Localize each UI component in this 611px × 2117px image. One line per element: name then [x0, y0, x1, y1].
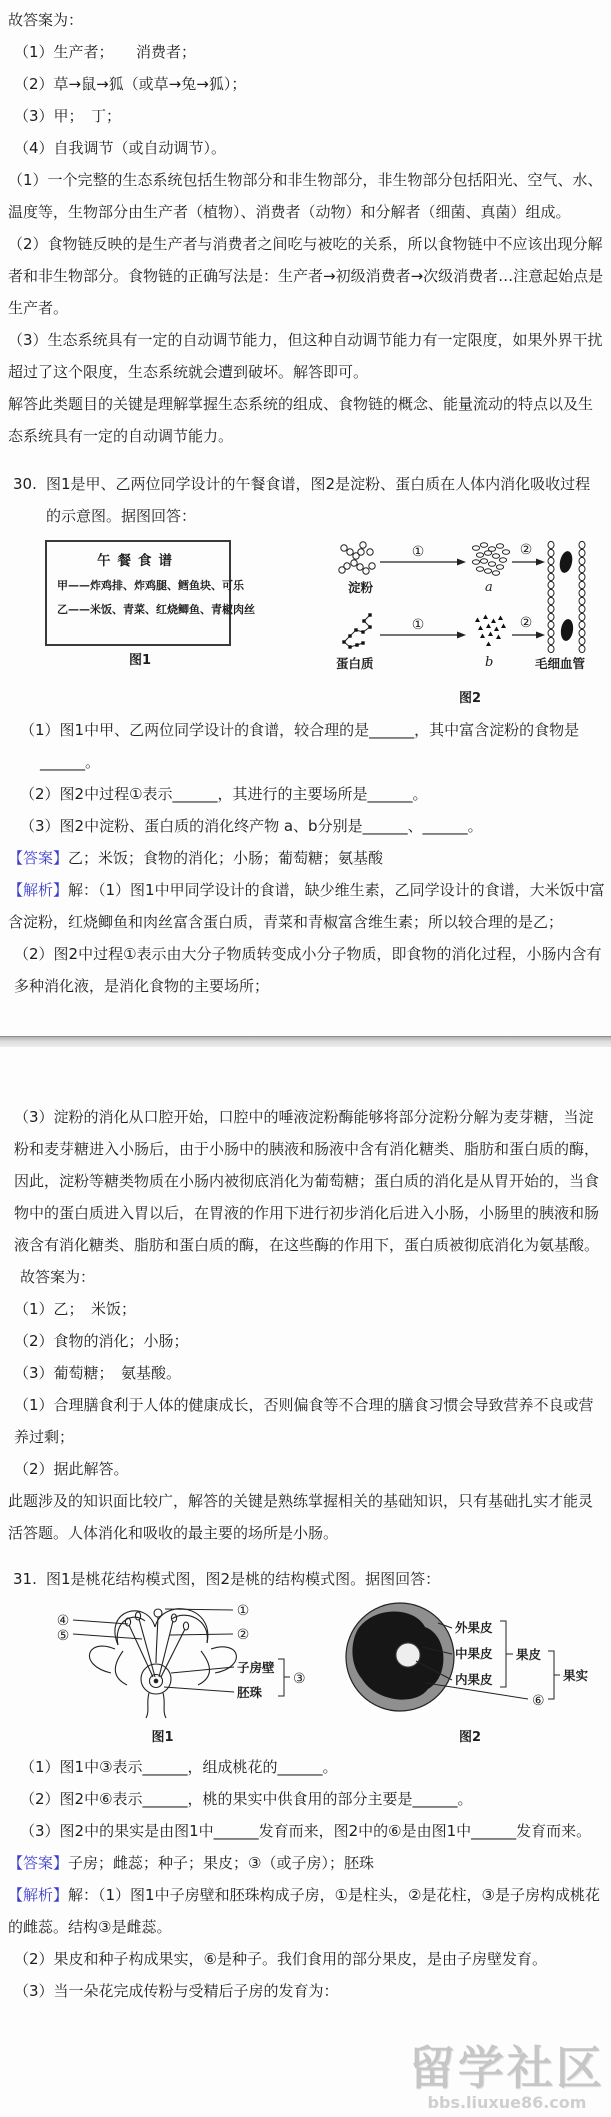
leader-lines — [73, 1609, 290, 1696]
lunch-menu-title: 午餐食谱 — [97, 553, 179, 569]
figure-row-q30 — [0, 540, 611, 712]
flower-drawing — [89, 1609, 236, 1718]
blood-cell-icon — [558, 550, 574, 574]
question-item: （3）图2中的果实是由图1中______发育而来，图2中的⑥是由图1中______发育而来。 — [20, 1822, 592, 1840]
arrow-head — [536, 559, 545, 566]
process1-label: ① — [411, 617, 425, 633]
question-item: （1）图1中③表示______，组成桃花的______。 — [20, 1758, 338, 1776]
glucose-particles-icon — [472, 543, 509, 576]
digestion-diagram-svg — [330, 540, 610, 680]
mesocarp-label: 中果皮 — [455, 1646, 493, 1661]
question-stem-text: 图1是甲、乙两位同学设计的午餐食谱，图2是淀粉、蛋白质在人体内消化吸收过程的示意图。据图回答： — [46, 475, 591, 525]
part6-number: ⑥ — [532, 1693, 545, 1709]
figure-lunch-menu — [45, 540, 255, 674]
question-item: （3）图2中淀粉、蛋白质的消化终产物 a、b分别是______、______。 — [20, 817, 483, 835]
capillary-label: 毛细血管 — [535, 656, 586, 671]
arrow-head — [457, 632, 466, 639]
analysis-paragraph — [0, 874, 611, 938]
answer-item: （1）生产者； 消费者； — [14, 43, 197, 61]
menu-line-yi: 乙——米饭、青菜、红烧鲫鱼、青椒肉丝 — [57, 603, 255, 616]
figure2-caption: 图2 — [458, 1730, 482, 1745]
analysis-paragraph: （1）合理膳食利于人体的健康成长，否则偏食等不合理的膳食习惯会导致营养不良或营养过剩； — [14, 1396, 594, 1446]
product-b-label: b — [485, 655, 494, 670]
watermark-title: 留学社区 — [409, 2041, 605, 2095]
answer-text: 乙；米饭；食物的消化；小肠；葡萄糖；氨基酸 — [68, 849, 384, 867]
question-30-stem — [0, 468, 611, 532]
starch-molecule-icon — [339, 542, 375, 574]
analysis-paragraph: （2）果皮和种子构成果实，⑥是种子。我们食用的部分果皮，是由子房壁发育。 — [14, 1950, 547, 1968]
answer-text: 子房；雌蕊；种子；果皮；③（或子房）；胚珠 — [68, 1854, 374, 1872]
question-item: （2）图2中⑥表示______，桃的果实中供食用的部分主要是______。 — [20, 1790, 473, 1808]
analysis-paragraph — [0, 1879, 611, 1943]
answer-item: （1）乙； 米饭； — [14, 1300, 137, 1318]
protein-label: 蛋白质 — [336, 656, 374, 671]
question-30-continued — [0, 1101, 611, 1549]
analysis-paragraph: （3）当一朵花完成传粉与受精后子房的发育为： — [14, 1982, 339, 2000]
answer-label: 【答案】 — [8, 1854, 69, 1872]
question-stem-text: 图1是桃花结构模式图，图2是桃的结构模式图。据图回答： — [46, 1570, 441, 1588]
answer-item: （3）葡萄糖； 氨基酸。 — [14, 1364, 182, 1382]
endocarp-label: 内果皮 — [455, 1672, 493, 1687]
answer-item: （4）自我调节（或自动调节）。 — [14, 139, 227, 157]
analysis-label: 【解析】 — [8, 1886, 69, 1904]
question-item: （1）图1中甲、乙两位同学设计的食谱，较合理的是______，其中富含淀粉的食物是______。 — [20, 721, 580, 771]
part1-number: ① — [236, 1603, 250, 1619]
analysis-paragraph: （2）图2中过程①表示由大分子物质转变成小分子物质，即食物的消化过程，小肠内含有多种消化液，是消化食物的主要场所； — [14, 945, 602, 995]
answer-item: （2）食物的消化；小肠； — [14, 1332, 189, 1350]
figure-peach-flower — [15, 1599, 310, 1751]
arrow-head — [536, 632, 545, 639]
ovule-label: 胚珠 — [237, 1685, 263, 1700]
answer-intro: 故答案为： — [8, 11, 84, 29]
question-31-stem — [0, 1563, 611, 1595]
flower-diagram-svg — [15, 1599, 310, 1719]
question-item: （2）图2中过程①表示______，其进行的主要场所是______。 — [20, 785, 428, 803]
lunch-menu-box — [45, 540, 255, 646]
ovary-wall-label: 子房壁 — [237, 1660, 275, 1675]
analysis-text: 解：（1）图1中甲同学设计的食谱，缺少维生素，乙同学设计的食谱，大米饭中富含淀粉，红烧鲫鱼和肉丝富含蛋白质，青菜和青椒富含维生素；所以较合理的是乙； — [8, 881, 605, 931]
arrow-head — [457, 559, 466, 566]
analysis-paragraph: （1）一个完整的生态系统包括生物部分和非生物部分，非生物部分包括阳光、空气、水、温度等，生物部分由生产者（植物）、消费者（动物）和分解者（细菌、真菌）组成。 — [8, 171, 603, 221]
peach-seed — [396, 1643, 420, 1667]
question-31 — [0, 1563, 611, 2007]
answer-item: （3）甲； 丁； — [14, 107, 122, 125]
protein-molecule-icon — [342, 613, 371, 648]
answer-item: （2）草→鼠→狐（或草→兔→狐）； — [14, 75, 247, 93]
amino-acid-particles-icon — [475, 615, 506, 647]
answer-label: 【答案】 — [8, 849, 69, 867]
analysis-paragraph: （3）淀粉的消化从口腔开始，口腔中的唾液淀粉酶能够将部分淀粉分解为麦芽糖，当淀粉和麦芽糖进入小肠后，由于小肠中的胰液和肠液中含有消化糖类、脂肪和蛋白质的酶，因此，淀粉等糖类物质在小肠内被彻底消化为葡萄糖；蛋白质的消化是从胃开始的，当食物中的蛋白质进入胃以后，在胃液的作用下进行初步消化后进入小肠，小肠里的胰液和肠液含有消化糖类、脂肪和蛋白质的酶，在这些酶的作用下，蛋白质被彻底消化为氨基酸。 — [14, 1108, 600, 1254]
figure-peach-fruit — [330, 1599, 610, 1751]
analysis-paragraph: （2）食物链反映的是生产者与消费者之间吃与被吃的关系，所以食物链中不应该出现分解者和非生物部分。食物链的正确写法是：生产者→初级消费者→次级消费者…注意起始点是生产者。 — [8, 235, 604, 317]
process1-label: ① — [411, 544, 425, 560]
question-number: 30. — [13, 475, 37, 493]
analysis-text: 解：（1）图1中子房壁和胚珠构成子房，①是柱头，②是花柱，③是子房构成桃花的雌蕊。结构③是雌蕊。 — [8, 1886, 600, 1936]
menu-line-jia: 甲——炸鸡排、炸鸡腿、鳕鱼块、可乐 — [57, 579, 244, 592]
figure1-caption: 图1 — [151, 1730, 174, 1745]
figure-row-q31 — [0, 1599, 611, 1751]
part4-number: ④ — [56, 1613, 70, 1629]
exocarp-label: 外果皮 — [455, 1620, 493, 1635]
analysis-paragraph: 此题涉及的知识面比较广，解答的关键是熟练掌握相关的基础知识，只有基础扎实才能灵活答题。人体消化和吸收的最主要的场所是小肠。 — [8, 1492, 594, 1542]
question-number: 31. — [13, 1570, 37, 1588]
question-30 — [0, 468, 611, 1002]
peach-diagram-svg — [330, 1599, 610, 1719]
analysis-paragraph: 解答此类题目的关键是理解掌握生态系统的组成、食物链的概念、能量流动的特点以及生态系统具有一定的自动调节能力。 — [8, 395, 594, 445]
page-break-divider — [0, 1036, 611, 1047]
process2-label: ② — [519, 542, 533, 558]
part3-number: ③ — [293, 1671, 306, 1687]
product-a-label: a — [485, 580, 493, 595]
part2-number: ② — [236, 1627, 250, 1643]
figure1-caption: 图1 — [128, 653, 152, 668]
part5-number: ⑤ — [56, 1628, 70, 1644]
answer-line — [0, 1847, 611, 1879]
ecosystem-answer-section — [0, 4, 611, 452]
answer-intro: 故答案为： — [20, 1268, 96, 1286]
answer-line — [0, 842, 611, 874]
figure-digestion-diagram — [330, 540, 610, 712]
watermark-url: bbs.liuxue86.com — [427, 2093, 587, 2112]
analysis-paragraph: （3）生态系统具有一定的自动调节能力，但这种自动调节能力有一定限度，如果外界干扰超过了这个限度，生态系统就会遭到破坏。解答即可。 — [8, 331, 603, 381]
site-watermark — [409, 2043, 605, 2113]
figure2-caption: 图2 — [458, 691, 482, 706]
starch-label: 淀粉 — [348, 580, 374, 595]
pericarp-label: 果皮 — [516, 1647, 542, 1662]
process2-label: ② — [519, 615, 533, 631]
analysis-label: 【解析】 — [8, 881, 69, 899]
blood-cell-icon — [560, 618, 575, 641]
analysis-paragraph: （2）据此解答。 — [14, 1460, 129, 1478]
fruit-label: 果实 — [563, 1668, 589, 1683]
